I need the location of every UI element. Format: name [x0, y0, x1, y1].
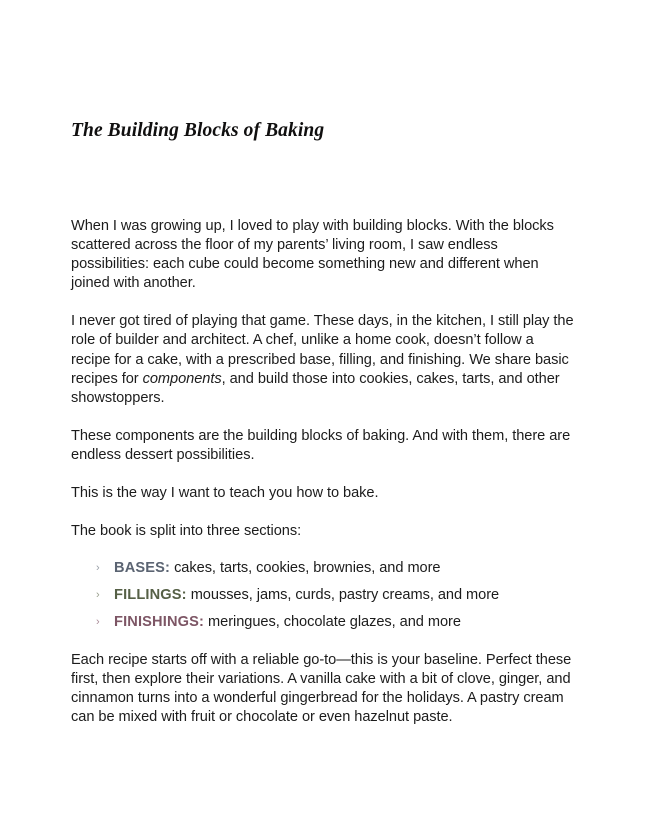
paragraph-builder-architect [71, 312, 575, 407]
list-item-fillings [96, 586, 575, 605]
chevron-right-icon: › [96, 589, 100, 602]
page-title: The Building Blocks of Baking [71, 120, 325, 141]
list-item-bases [96, 559, 575, 578]
paragraph-intro: When I was growing up, I loved to play with building blocks. With the blocks scattered across the floor of my parents’ living room, I saw endless possibilities: each cube could become something new and different when joined with another. [71, 218, 554, 292]
list-item-label-finishings: FINISHINGS: [114, 614, 205, 631]
sections-list [71, 559, 575, 632]
document-content [71, 118, 575, 746]
list-item-description-finishings-text: meringues, chocolate glazes, and more [208, 614, 461, 631]
paragraph-text-part-two: , and build those into cookies, cakes, tarts, and other showstoppers. [71, 370, 560, 406]
chevron-right-icon: › [96, 562, 100, 575]
list-item-description-fillings [187, 587, 499, 603]
paragraph-teaching-approach: This is the way I want to teach you how to bake. [71, 485, 379, 502]
paragraph-three-sections-lead-in: The book is split into three sections: [71, 523, 302, 540]
list-item-finishings [96, 613, 575, 632]
list-item-description-fillings-text: mousses, jams, curds, pastry creams, and more [190, 587, 500, 604]
paragraph-endless-possibilities: These components are the building blocks of baking. And with them, there are endless dessert possibilities. [71, 427, 571, 463]
paragraph-text-part-one: I never got tired of playing that game. These days, in the kitchen, I still play the role of builder and architect. A chef, unlike a home cook, doesn’t follow a recipe for a cake, with a prescribed base, filling, and finishing. We share basic recipes for [71, 313, 574, 387]
chevron-right-icon: › [96, 616, 100, 629]
list-item-description-bases-text: cakes, tarts, cookies, brownies, and more [174, 560, 441, 577]
list-item-description-bases [170, 560, 440, 576]
list-item-description-finishings [204, 614, 461, 630]
emphasis-components: components [142, 370, 222, 387]
list-item-label-fillings: FILLINGS: [114, 587, 187, 604]
document-body [71, 217, 575, 727]
paragraph-baseline-variations: Each recipe starts off with a reliable go-to—this is your baseline. Perfect these first, then explore their variations. A vanilla cake with a bit of clove, ginger, and cinnamon turns into a wonderful gingerbread for the holidays. A pastry cream can be mixed with fruit or chocolate or even hazelnut paste. [71, 651, 572, 725]
list-item-label-bases: BASES: [114, 560, 171, 577]
